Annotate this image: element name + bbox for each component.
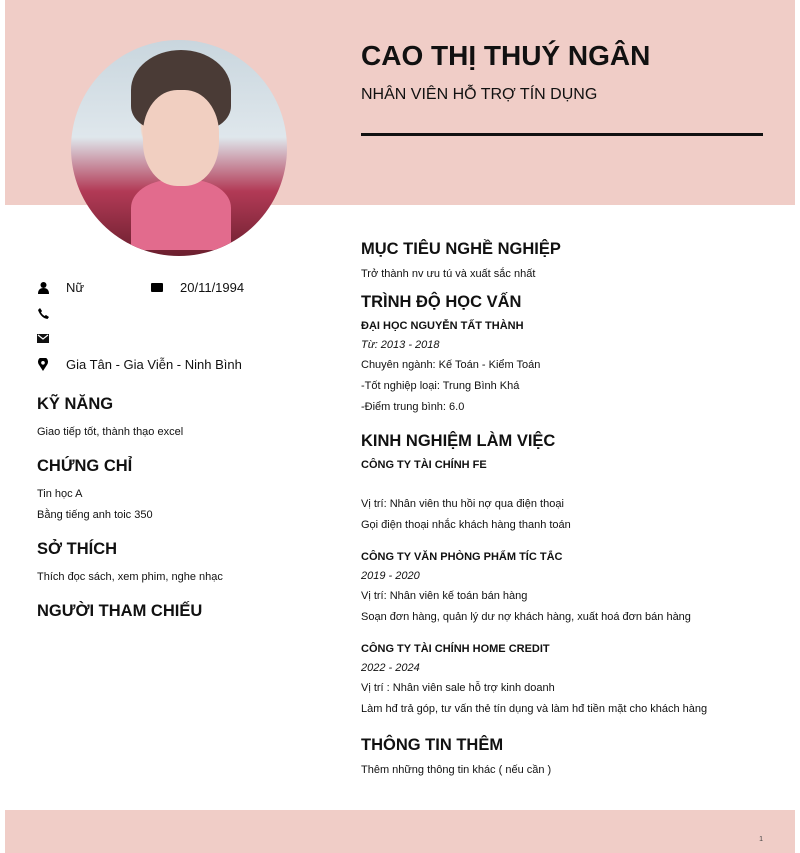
- person-icon: [37, 282, 49, 294]
- birthday: 20/11/1994: [180, 280, 245, 296]
- footer-band: [5, 810, 795, 853]
- extra-text: Thêm những thông tin khác ( nếu cần ): [361, 764, 552, 776]
- education-line: -Điểm trung bình: 6.0: [361, 401, 465, 413]
- education-line: Chuyên ngành: Kế Toán - Kiểm Toán: [361, 359, 541, 371]
- job-time: 2022 - 2024: [361, 662, 420, 674]
- divider: [361, 133, 763, 136]
- skill-item: Giao tiếp tốt, thành thạo excel: [37, 426, 184, 438]
- job-time: [361, 475, 781, 494]
- job-entry: [361, 548, 781, 628]
- cert-item: Bằng tiếng anh toic 350: [37, 509, 153, 521]
- job-desc: Gọi điện thoại nhắc khách hàng thanh toán: [361, 519, 571, 531]
- education-heading: TRÌNH ĐỘ HỌC VẤN: [361, 293, 522, 311]
- school-name: ĐẠI HỌC NGUYỄN TẤT THÀNH: [361, 320, 524, 332]
- hobbies-heading: SỞ THÍCH: [37, 540, 118, 558]
- job-entry: [361, 456, 781, 536]
- gender: Nữ: [66, 280, 85, 296]
- education-line: -Tốt nghiệp loại: Trung Bình Khá: [361, 380, 520, 392]
- profile-photo: [71, 40, 287, 256]
- job-role: Vị trí: Nhân viên kế toán bán hàng: [361, 590, 528, 602]
- candidate-position: NHÂN VIÊN HỖ TRỢ TÍN DỤNG: [361, 86, 598, 103]
- address: Gia Tân - Gia Viễn - Ninh Bình: [66, 356, 242, 372]
- references-heading: NGƯỜI THAM CHIẾU: [37, 602, 203, 620]
- job-role: Vị trí : Nhân viên sale hỗ trợ kinh doanh: [361, 682, 555, 694]
- calendar-icon: [151, 282, 163, 294]
- job-company: CÔNG TY TÀI CHÍNH FE: [361, 459, 487, 471]
- phone-icon: [37, 307, 49, 319]
- job-time: 2019 - 2020: [361, 570, 420, 582]
- page-number: 1: [759, 836, 763, 843]
- right-column: [361, 240, 781, 781]
- job-entry: [361, 640, 781, 720]
- certs-heading: CHỨNG CHỈ: [37, 457, 133, 475]
- skills-heading: KỸ NĂNG: [37, 395, 114, 413]
- objective-heading: MỤC TIÊU NGHỀ NGHIỆP: [361, 240, 561, 258]
- job-company: CÔNG TY VĂN PHÒNG PHẨM TÍC TẮC: [361, 551, 563, 563]
- objective-text: Trở thành nv ưu tú và xuất sắc nhất: [361, 268, 536, 280]
- hobby-item: Thích đọc sách, xem phim, nghe nhạc: [37, 571, 223, 583]
- location-icon: [37, 358, 49, 370]
- cert-item: Tin học A: [37, 488, 83, 500]
- education-time: Từ: 2013 - 2018: [361, 339, 440, 351]
- experience-heading: KINH NGHIỆM LÀM VIỆC: [361, 432, 556, 450]
- job-company: CÔNG TY TÀI CHÍNH HOME CREDIT: [361, 643, 550, 655]
- left-column: [37, 275, 327, 629]
- job-role: Vị trí: Nhân viên thu hồi nợ qua điện thoại: [361, 498, 564, 510]
- extra-heading: THÔNG TIN THÊM: [361, 736, 504, 754]
- job-desc: Làm hđ trả góp, tư vấn thẻ tín dụng và làm hđ tiền mặt cho khách hàng: [361, 703, 708, 715]
- candidate-name: CAO THỊ THUÝ NGÂN: [361, 40, 651, 71]
- job-desc: Soạn đơn hàng, quản lý dư nợ khách hàng, xuất hoá đơn bán hàng: [361, 611, 691, 623]
- email-icon: [37, 333, 49, 345]
